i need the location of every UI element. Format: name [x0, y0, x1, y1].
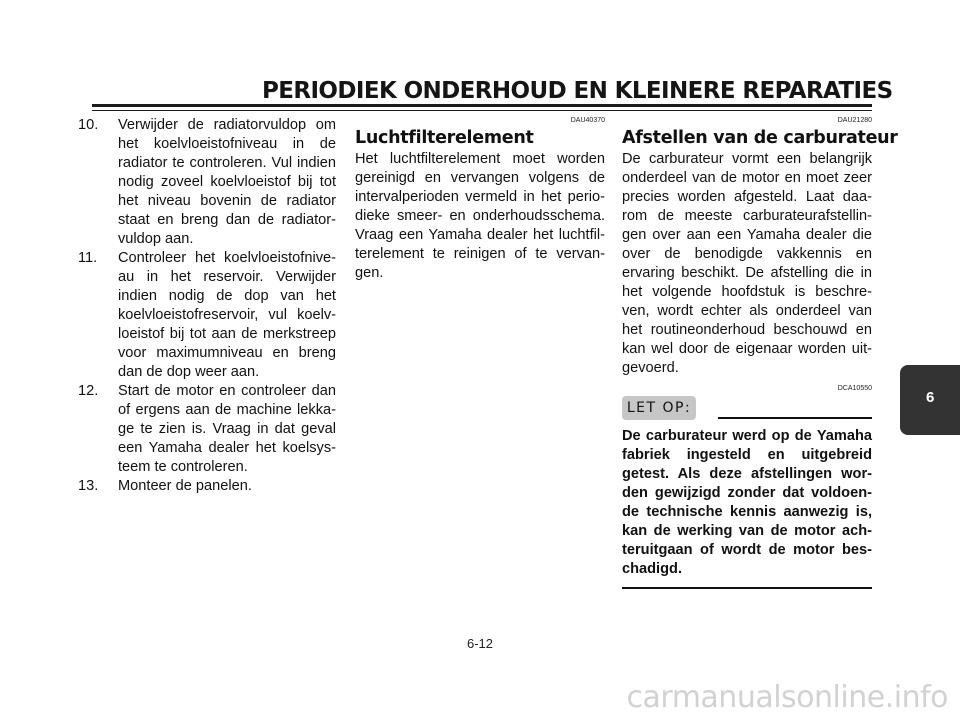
header-rule-thick	[92, 104, 872, 107]
procedure-steps	[78, 116, 336, 496]
chapter-tab	[900, 365, 960, 435]
caution-badge: LET OP:	[622, 396, 696, 420]
step-number: 10.	[78, 117, 99, 133]
step-number: 11.	[78, 250, 98, 266]
procedure-step	[78, 116, 336, 249]
column-left	[78, 116, 336, 496]
page-header-title: PERIODIEK ONDERHOUD EN KLEINERE REPARATIES	[262, 78, 893, 104]
section-body-air-filter: Het luchtfilterelement moet worden gereinigd en vervangen volgens de intervalperioden vermeld in het perio-dieke smeer- en onderhoudsschema. Vraag een Yamaha dealer het luchtfil-terelement te reinigen of te vervan-gen.	[355, 151, 605, 281]
section-heading-air-filter: Luchtfilterelement	[355, 128, 534, 148]
header-rule-thin	[92, 110, 872, 111]
caution-text: De carburateur werd op de Yamaha fabriek ingesteld en uitgebreid getest. Als deze afstellingen wor-den gewijzigd zonder dat voldoen-de technische kennis aanwezig is, kan de werking van de motor ach-teruitgaan of wordt de motor bes-chadigd.	[622, 428, 872, 577]
page-number: 6-12	[466, 636, 494, 651]
section-heading-carburetor: Afstellen van de carburateur	[622, 128, 898, 148]
column-middle	[355, 116, 605, 283]
caution-header	[622, 393, 872, 423]
procedure-step	[78, 249, 336, 382]
step-text: Monteer de panelen.	[118, 478, 252, 494]
step-number: 13.	[78, 478, 99, 494]
column-right	[622, 116, 898, 589]
caution-code: DCA10550	[837, 385, 872, 392]
procedure-step	[78, 382, 336, 477]
section-code: DAU40370	[570, 117, 605, 124]
caution-bottom-rule	[622, 587, 872, 589]
section-code: DAU21280	[837, 117, 872, 124]
chapter-number: 6	[926, 389, 935, 406]
watermark: carmanualsonline.info	[626, 680, 948, 715]
step-text: Verwijder de radiatorvuldop om het koelvloeistofniveau in de radiator te controleren. Vul indien nodig zoveel koelvloeistof bij tot het niveau bovenin de radiator staat en breng dan de radiator-vuldop aan.	[118, 117, 336, 247]
procedure-step	[78, 477, 336, 496]
caution-rule	[718, 417, 872, 419]
section-body-carburetor: De carburateur vormt een belangrijk onderdeel van de motor en moet zeer precies worden afgesteld. Laat daa-rom de meeste carburateurafstellin-gen over aan een Yamaha dealer die over de benodigde vakkennis en ervaring beschikt. De afstelling die in het volgende hoofdstuk is beschre-ven, wordt echter als onderdeel van het routineonderhoud beschouwd en kan wel door de eigenaar worden uit-gevoerd.	[622, 151, 872, 376]
step-text: Controleer het koelvloeistofnive-au in het reservoir. Verwijder indien nodig de dop van het koelvloeistofreservoir, vul koelv-loeistof bij tot aan de merkstreep voor maximumniveau en breng dan de dop weer aan.	[118, 250, 336, 380]
step-text: Start de motor en controleer dan of ergens aan de machine lekka-ge te zien is. Vraag in dat geval een Yamaha dealer het koelsys-teem te controleren.	[118, 383, 336, 475]
step-number: 12.	[78, 383, 99, 399]
